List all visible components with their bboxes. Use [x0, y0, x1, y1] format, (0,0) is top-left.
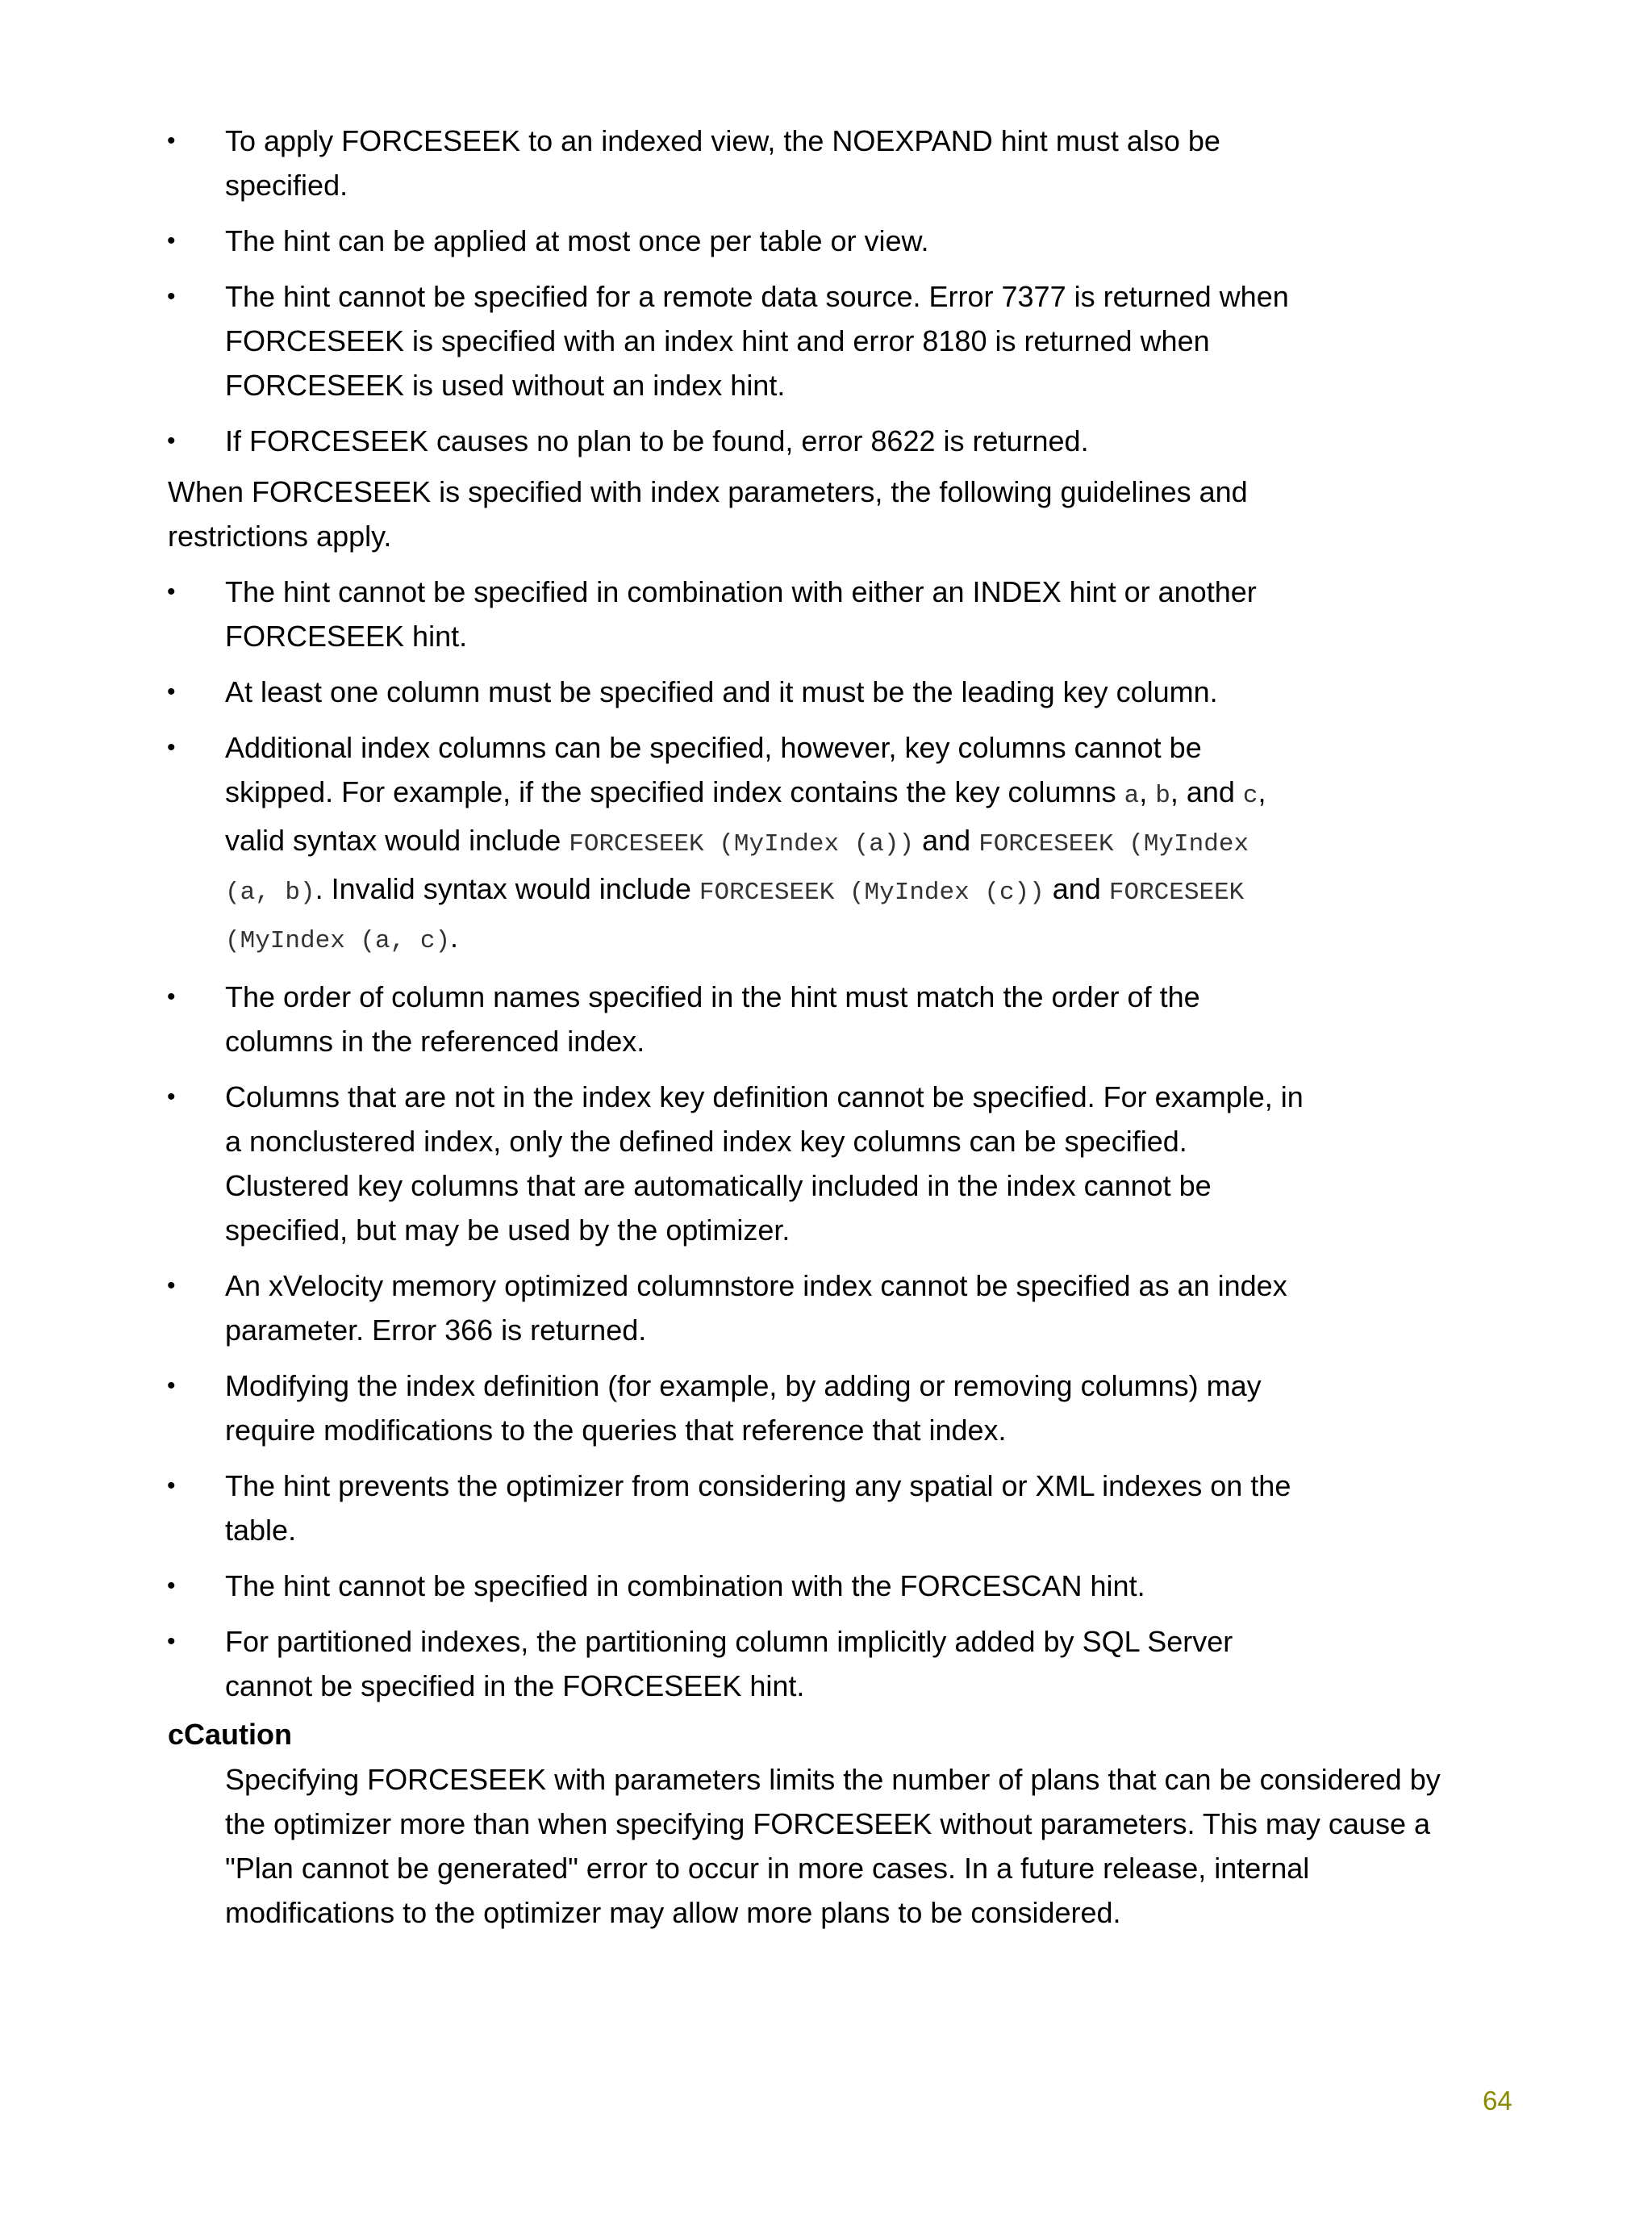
list-item-text: At least one column must be specified and it must be the leading key column.: [225, 675, 1218, 708]
code-column-c: c: [1242, 782, 1258, 810]
list-item-text: Columns that are not in the index key definition cannot be specified. For example, in a nonclustered index, only the defined index key columns can be specified. Clustered key columns that are automatically included in the index cannot be specified, but may be used by the optimizer.: [225, 1080, 1304, 1247]
bullet-glyph: •: [167, 578, 176, 605]
text-run: .: [450, 921, 459, 954]
code-example-invalid-2: FORCESEEK (MyIndex (a, c): [225, 879, 1245, 955]
list-item-additional-columns: [0, 725, 1306, 963]
list-item-text: The hint can be applied at most once per table or view.: [225, 224, 929, 257]
bullet-glyph: •: [167, 127, 176, 154]
bullet-glyph: •: [167, 1372, 176, 1399]
intro-paragraph: When FORCESEEK is specified with index parameters, the following guidelines and restrictions apply.: [168, 475, 1248, 553]
list-item-text: The hint cannot be specified for a remote data source. Error 7377 is returned when FORCESEEK is specified with an index hint and error 8180 is returned when FORCESEEK is used without an index hint.: [225, 280, 1289, 402]
text-run: , and: [1170, 775, 1243, 808]
list-item: [0, 1263, 1306, 1352]
bullet-list-restrictions: [0, 570, 1652, 1708]
text-run: and: [914, 824, 979, 857]
list-item-text: For partitioned indexes, the partitioning column implicitly added by SQL Server cannot be specified in the FORCESEEK hint.: [225, 1625, 1233, 1702]
text-run: ,: [1139, 775, 1156, 808]
code-column-a: a: [1124, 782, 1140, 810]
list-item-text: Modifying the index definition (for example, by adding or removing columns) may require modifications to the queries that reference that index.: [225, 1369, 1262, 1447]
bullet-glyph: •: [167, 679, 176, 705]
list-item: [0, 219, 1306, 263]
list-item-text: The order of column names specified in the hint must match the order of the columns in the referenced index.: [225, 980, 1200, 1058]
list-item: [0, 1619, 1306, 1708]
list-item: [0, 274, 1306, 407]
bullet-list-general: [0, 119, 1652, 463]
bullet-glyph: •: [167, 1628, 176, 1655]
text-run: . Invalid syntax would include: [315, 872, 699, 905]
code-example-valid-1: FORCESEEK (MyIndex (a)): [569, 830, 915, 858]
page-number: 64: [1483, 2086, 1512, 2115]
list-item: [0, 1364, 1306, 1452]
bullet-glyph: •: [167, 1572, 176, 1599]
caution-body: Specifying FORCESEEK with parameters limits the number of plans that can be considered by the optimizer more than when specifying FORCESEEK without parameters. This may cause a "Plan cannot be generated" error to occur in more cases. In a future release, internal modifications to the optimizer may allow more plans to be considered.: [225, 1763, 1441, 1929]
list-item: [0, 670, 1306, 714]
list-item-text: An xVelocity memory optimized columnstore index cannot be specified as an index parameter. Error 366 is returned.: [225, 1269, 1287, 1347]
list-item: [0, 1564, 1306, 1608]
text-run: Additional index columns can be specified, however, key columns cannot be skipped. For example, if the specified index contains the key columns: [225, 731, 1202, 808]
list-item-text: [225, 731, 1266, 954]
text-run: , valid syntax would include: [225, 775, 1266, 857]
list-item-text: The hint cannot be specified in combination with either an INDEX hint or another FORCESEEK hint.: [225, 575, 1257, 653]
list-item: [0, 570, 1306, 658]
list-item-text: To apply FORCESEEK to an indexed view, the NOEXPAND hint must also be specified.: [225, 124, 1220, 202]
bullet-glyph: •: [167, 984, 176, 1010]
caution-heading: cCaution: [168, 1718, 293, 1751]
list-item-text: If FORCESEEK causes no plan to be found, error 8622 is returned.: [225, 424, 1089, 457]
list-item: [0, 119, 1306, 207]
list-item: [0, 975, 1306, 1063]
bullet-glyph: •: [167, 283, 176, 310]
text-run: and: [1044, 872, 1109, 905]
list-item-text: The hint prevents the optimizer from considering any spatial or XML indexes on the table.: [225, 1469, 1291, 1547]
bullet-glyph: •: [167, 734, 176, 761]
list-item-text: The hint cannot be specified in combination with the FORCESCAN hint.: [225, 1569, 1145, 1602]
bullet-glyph: •: [167, 228, 176, 254]
bullet-glyph: •: [167, 428, 176, 454]
list-item: [0, 1075, 1306, 1252]
code-example-valid-2: FORCESEEK (MyIndex (a, b): [225, 830, 1249, 907]
bullet-glyph: •: [167, 1272, 176, 1299]
list-item: [0, 1464, 1306, 1552]
bullet-glyph: •: [167, 1084, 176, 1110]
bullet-glyph: •: [167, 1472, 176, 1499]
list-item: [0, 419, 1306, 463]
code-column-b: b: [1155, 782, 1170, 810]
code-example-invalid-1: FORCESEEK (MyIndex (c)): [699, 879, 1045, 907]
